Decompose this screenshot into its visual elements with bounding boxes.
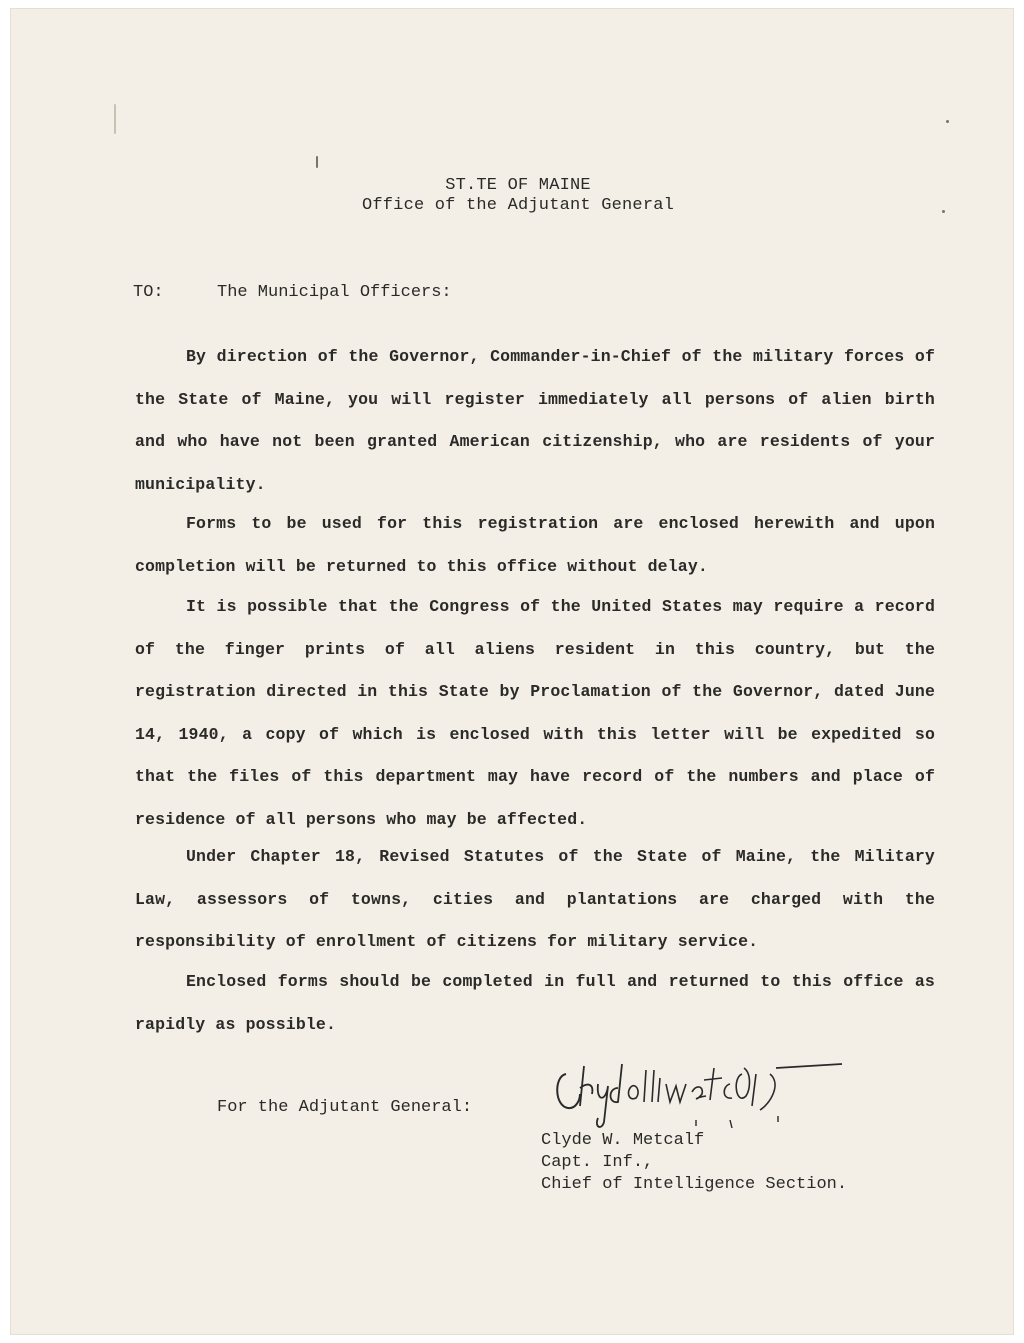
signatory-rank: Capt. Inf.,	[541, 1153, 654, 1172]
body-paragraph-2: Forms to be used for this registration are enclosed herewith and upon completion will be returned to this office without delay.	[135, 514, 935, 576]
letterhead-office: Office of the Adjutant General	[361, 196, 675, 215]
body-paragraph-1: By direction of the Governor, Commander-in-Chief of the military forces of the State of Maine, you will register immediately all persons of alien birth and who have not been granted American citizenship, who are residents of your municipality.	[135, 347, 935, 494]
signatory-title: Chief of Intelligence Section.	[541, 1175, 848, 1194]
handwritten-signature	[546, 1044, 846, 1134]
letter-page	[10, 8, 1014, 1335]
paper-speck	[114, 104, 116, 134]
address-label: TO:	[133, 283, 164, 302]
closing-line: For the Adjutant General:	[217, 1098, 473, 1117]
body-paragraph-4: Under Chapter 18, Revised Statutes of the State of Maine, the Military Law, assessors of towns, cities and plantations are charged with the responsibility of enrollment of citizens for military service.	[135, 847, 935, 951]
letterhead-state: ST.TE OF MAINE	[445, 176, 591, 195]
body-paragraph-3: It is possible that the Congress of the United States may require a record of the finger prints of all aliens resident in this country, but the registration directed in this State by Proclamation of the Governor, dated June 14, 1940, a copy of which is enclosed with this letter will be expedited so that the files of this department may have record of the numbers and place of residence of all persons who may be affected.	[135, 597, 935, 829]
address-recipient: The Municipal Officers:	[217, 283, 452, 302]
paper-speck	[942, 210, 945, 213]
signature-block	[541, 1130, 847, 1196]
body-paragraph-5: Enclosed forms should be completed in full and returned to this office as rapidly as possible.	[135, 972, 935, 1034]
signatory-name: Clyde W. Metcalf	[541, 1131, 705, 1150]
paper-speck	[946, 120, 949, 123]
paper-speck	[316, 156, 318, 168]
